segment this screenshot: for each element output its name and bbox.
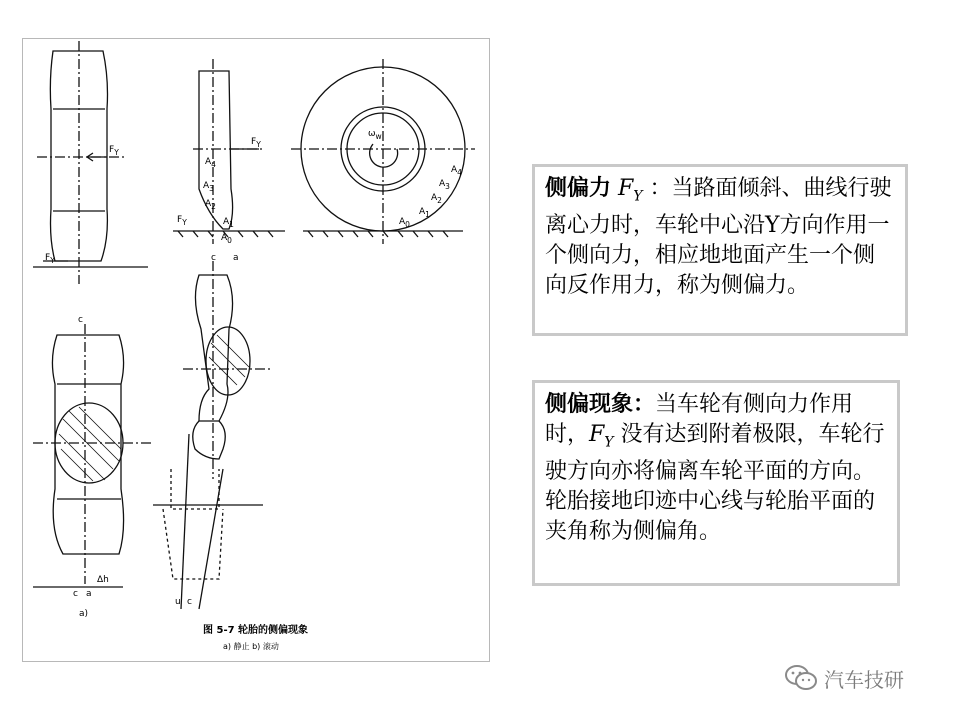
deformed-rolling-tire xyxy=(153,261,273,609)
fy-label-3: $F_Y$ xyxy=(251,137,261,149)
c-label-mid: c xyxy=(211,253,216,263)
rolling-wheel-circle xyxy=(291,59,475,244)
watermark-text: 汽车技研 xyxy=(824,667,904,692)
c-label-top: c xyxy=(78,315,83,325)
wheel-a1-label: $A_1$ xyxy=(419,207,430,219)
panel-a-label: a) xyxy=(79,609,89,619)
omega-label: $\omega_w$ xyxy=(368,129,382,141)
tire-diagram-svg xyxy=(23,39,489,661)
delta-h-label: Δh xyxy=(97,575,109,585)
wechat-icon xyxy=(784,664,818,692)
side-force-symbol: $F_Y$ xyxy=(618,176,643,205)
side-slip-body-2: 没有达到附着极限，车轮行驶方向亦将偏离车轮平面的方向。轮胎接地印迹中心线与轮胎平面的夹角称为侧偏角。 xyxy=(545,422,885,545)
tire-slip-figure xyxy=(22,38,490,662)
a-label-mid: a xyxy=(233,253,239,263)
static-tire-front-view xyxy=(33,41,148,284)
contact-patch-top-view xyxy=(33,324,153,587)
fy-label-4: $F_Y$ xyxy=(177,215,187,227)
c-label-lower: c xyxy=(187,597,192,607)
a1-label: $A_1$ xyxy=(223,217,234,229)
side-slip-symbol: $F_Y$ xyxy=(589,422,614,451)
wheel-a0-label: $A_0$ xyxy=(399,217,410,229)
side-slip-body-1: 当车轮有侧向力作用时， xyxy=(545,392,854,447)
figure-caption: 图 5-7 轮胎的侧偏现象 xyxy=(203,625,309,636)
a3-label: $A_3$ xyxy=(203,181,214,193)
wheel-a4-label: $A_4$ xyxy=(451,165,462,177)
a2-label: $A_2$ xyxy=(205,199,216,211)
side-slip-definition-box xyxy=(532,380,900,586)
side-slip-term: 侧偏现象： xyxy=(545,391,656,417)
side-force-term: 侧偏力 xyxy=(545,175,612,201)
a4-label: $A_4$ xyxy=(205,157,216,169)
a0-label: $A_0$ xyxy=(221,233,232,245)
watermark xyxy=(784,662,904,694)
wheel-a2-label: $A_2$ xyxy=(431,193,442,205)
u-label: u xyxy=(175,597,181,607)
side-force-definition-box xyxy=(532,164,908,336)
a-label-bottom: a xyxy=(86,589,92,599)
wheel-a3-label: $A_3$ xyxy=(439,179,450,191)
fy-label-2: $F_Y$ xyxy=(45,253,55,265)
fy-label-1: $F_Y$ xyxy=(109,145,119,157)
figure-subcaption: a) 静止 b) 滚动 xyxy=(223,642,279,651)
side-force-body: ：当路面倾斜、曲线行驶离心力时，车轮中心沿Y方向作用一个侧向力，相应地地面产生一个侧向反作用力，称为侧偏力。 xyxy=(545,176,892,299)
c-label-bottom: c xyxy=(73,589,78,599)
